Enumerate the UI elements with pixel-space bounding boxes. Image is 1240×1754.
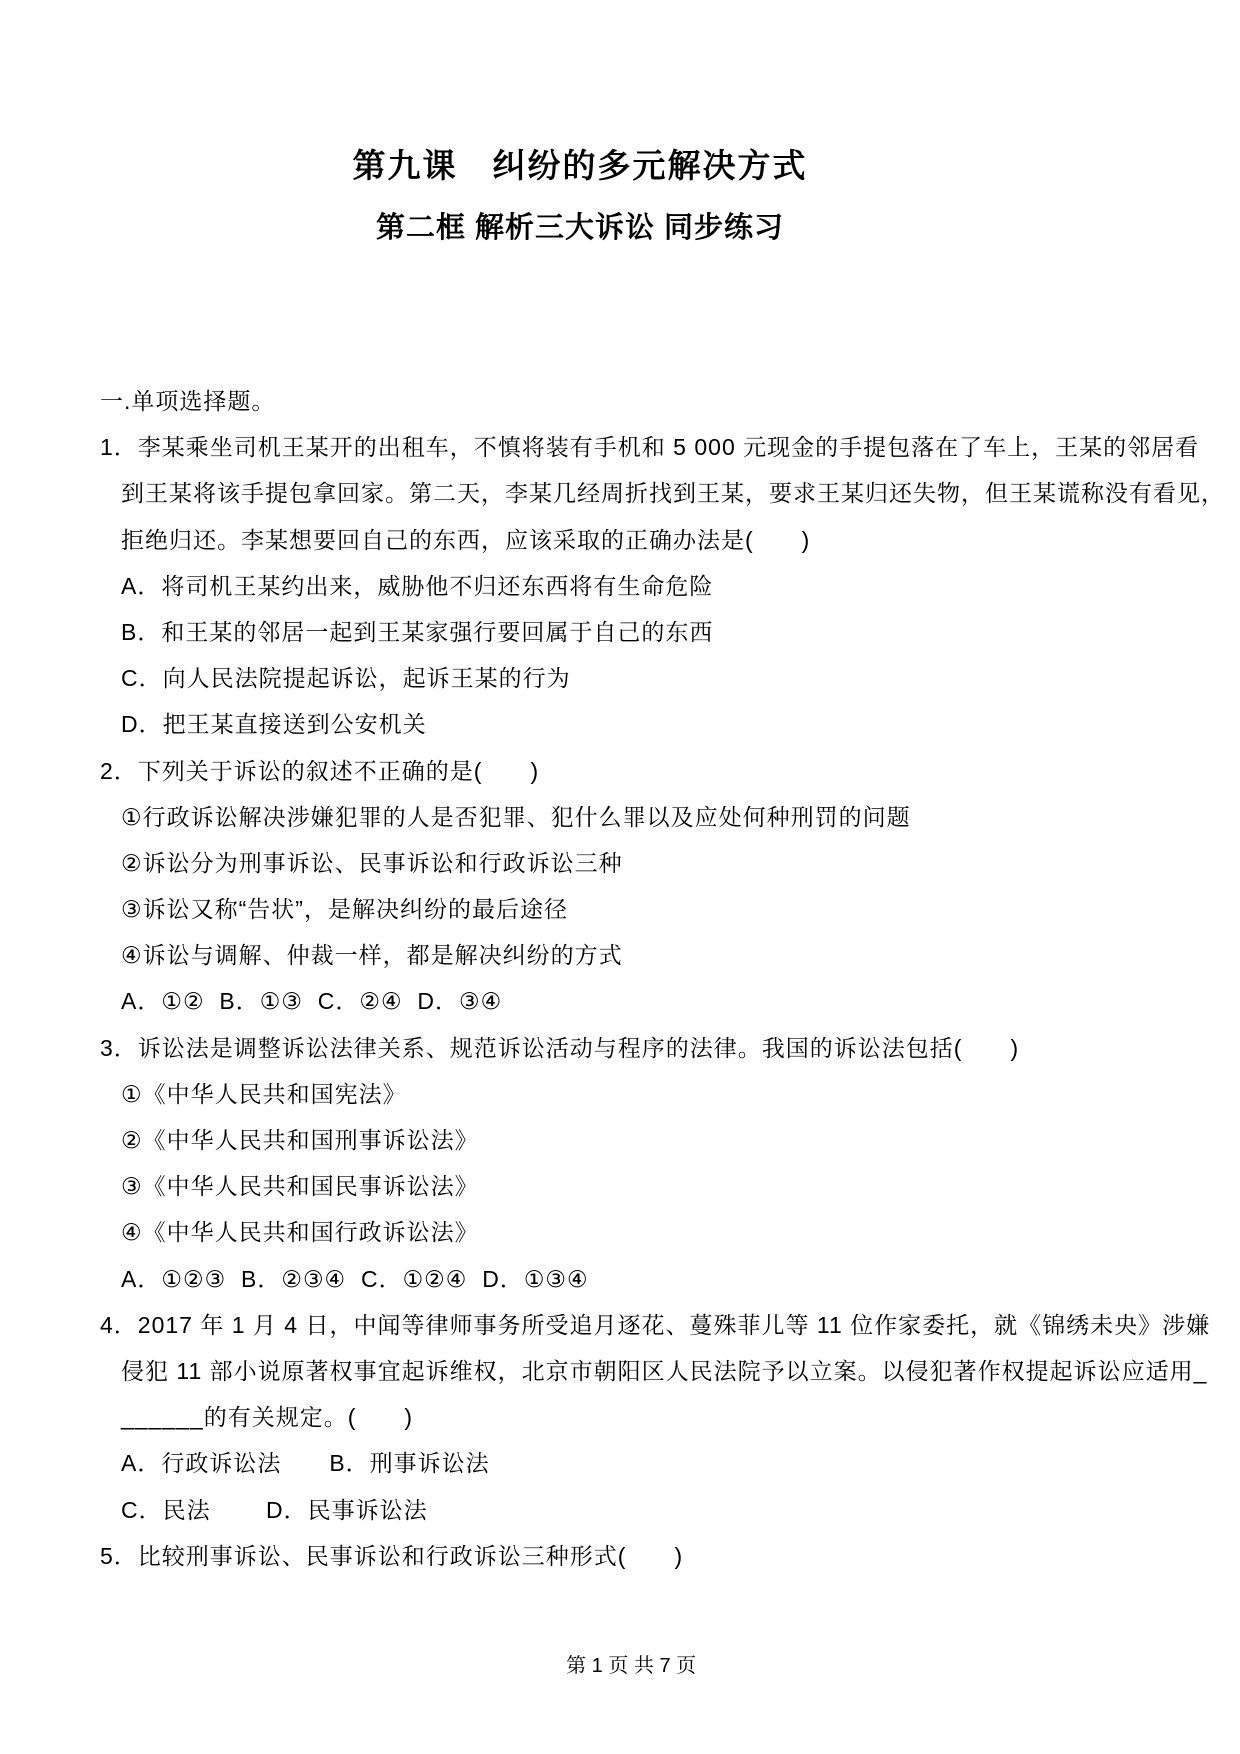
text-line: ③诉讼又称“告状”，是解决纠纷的最后途径: [121, 896, 568, 923]
text-line: ②《中华人民共和国刑事诉讼法》: [121, 1127, 479, 1153]
text-line: C．向人民法院提起诉讼，起诉王某的行为: [121, 665, 571, 692]
lesson-subtitle: 第二框 解析三大诉讼 同步练习: [375, 212, 785, 244]
text-line: C．民法 D．民事诉讼法: [121, 1496, 428, 1523]
text-line: ④《中华人民共和国行政诉讼法》: [121, 1219, 479, 1246]
text-line: ①《中华人民共和国宪法》: [121, 1080, 407, 1107]
course-title: 第九课 纠纷的多元解决方式: [352, 147, 808, 184]
text-line: 一.单项选择题。: [100, 388, 276, 414]
page-footer: [0, 1624, 1240, 1708]
text-line: A．①② B．①③ C．②④ D．③④: [121, 988, 503, 1015]
page-number: 第 1 页 共 7 页: [566, 1655, 697, 1677]
text-line: ③《中华人民共和国民事诉讼法》: [121, 1173, 479, 1200]
text-line: A．行政诉讼法 B．刑事诉讼法: [121, 1450, 490, 1477]
text-line: ①行政诉讼解决涉嫌犯罪的人是否犯罪、犯什么罪以及应处何种刑罚的问题: [121, 803, 911, 830]
text-line: A．将司机王某约出来，威胁他不归还东西将有生命危险: [121, 572, 714, 599]
text-line: 3．诉讼法是调整诉讼法律关系、规范诉讼活动与程序的法律。我国的诉讼法包括( ): [100, 1034, 1020, 1061]
text-line: ④诉讼与调解、仲裁一样，都是解决纠纷的方式: [121, 942, 623, 969]
text-line: 2．下列关于诉讼的叙述不正确的是( ): [100, 757, 540, 784]
text-line: D．把王某直接送到公安机关: [121, 711, 427, 738]
question-list: [100, 378, 1225, 1579]
text-line: B．和王某的邻居一起到王某家强行要回属于自己的东西: [121, 618, 714, 645]
text-line: 5．比较刑事诉讼、民事诉讼和行政诉讼三种形式( ): [100, 1542, 684, 1569]
text-line: 4．2017 年 1 月 4 日，中闻等律师事务所受追月逐花、蔓殊菲儿等 11 位作家委托，就《锦绣未央》涉嫌: [100, 1311, 1211, 1338]
text-line: ______的有关规定。( ): [121, 1404, 414, 1431]
text-line: ②诉讼分为刑事诉讼、民事诉讼和行政诉讼三种: [121, 849, 623, 876]
text-line: 到王某将该手提包拿回家。第二天，李某几经周折找到王某，要求王某归还失物，但王某谎称没有看见，: [121, 480, 1225, 507]
text-line: 拒绝归还。李某想要回自己的东西，应该采取的正确办法是( ): [121, 526, 811, 553]
text-line: 侵犯 11 部小说原著权事宜起诉维权，北京市朝阳区人民法院予以立案。以侵犯著作权提起诉讼应适用_: [121, 1357, 1208, 1384]
text-line: 1．李某乘坐司机王某开的出租车，不慎将装有手机和 5 000 元现金的手提包落在了车上，王某的邻居看: [100, 434, 1200, 461]
text-line: A．①②③ B．②③④ C．①②④ D．①③④: [121, 1265, 589, 1292]
